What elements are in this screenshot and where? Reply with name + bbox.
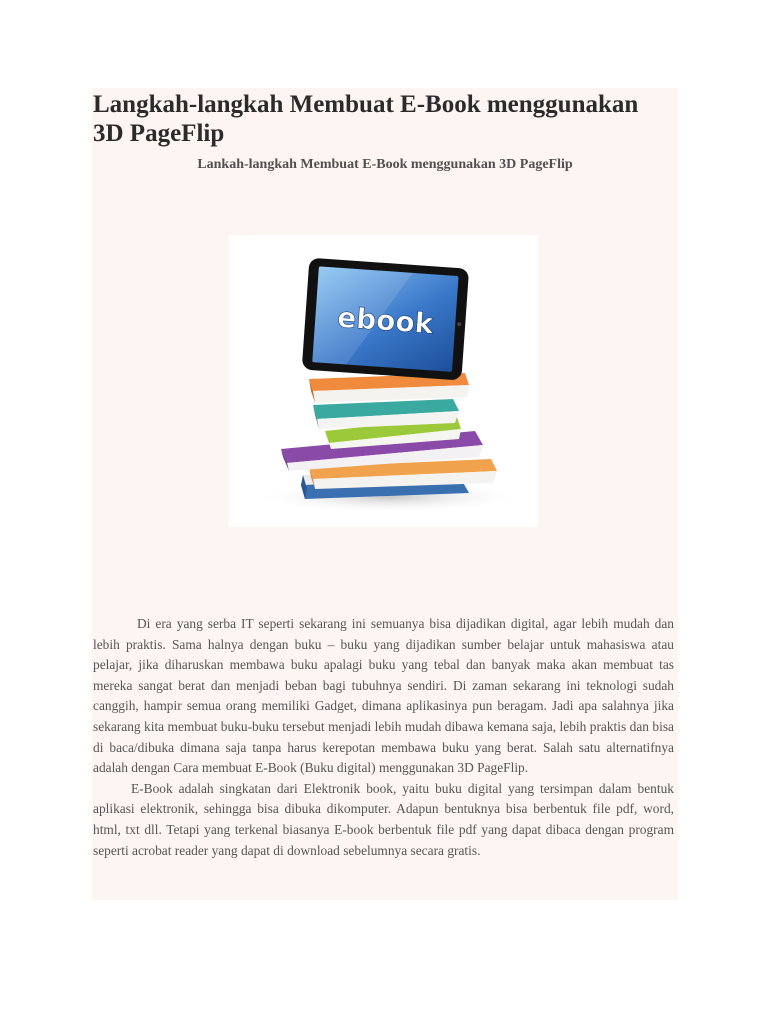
ebook-illustration	[229, 235, 538, 527]
body-text	[93, 614, 674, 861]
tablet-screen-text: ebook	[336, 300, 435, 341]
paragraph: Di era yang serba IT seperti sekarang ini semuanya bisa dijadikan digital, agar lebih mudah dan lebih praktis. Sama halnya dengan buku – buku yang dijadikan sumber belajar untuk mahasiswa atau pelajar, jika diharuskan membawa buku apalagi buku yang tebal dan banyak maka akan membuat tas mereka sangat berat dan menjadi beban bagi tubuhnya sendiri. Di zaman sekarang ini teknologi sudah canggih, hampir semua orang memiliki Gadget, dimana aplikasinya pun beragam. Jadi apa salahnya jika sekarang kita membuat buku-buku tersebut menjadi lebih mudah dibawa kemana saja, lebih praktis dan bisa di baca/dibuka dimana saja tanpa harus kerepotan membawa buku yang berat. Salah satu alternatifnya adalah dengan Cara membuat E-Book (Buku digital) menggunakan 3D PageFlip.	[93, 616, 674, 776]
document-title: Langkah-langkah Membuat E-Book menggunakan 3D PageFlip	[93, 91, 639, 147]
document-subtitle: Lankah-langkah Membuat E-Book menggunakan 3D PageFlip	[197, 157, 573, 172]
tablet-icon	[302, 258, 469, 381]
paragraph: E-Book adalah singkatan dari Elektronik book, yaitu buku digital yang tersimpan dalam bentuk aplikasi elektronik, sehingga bisa dibuka dikomputer. Adapun bentuknya bisa berbentuk file pdf, word, html, txt dll. Tetapi yang terkenal biasanya E-book berbentuk file pdf yang dapat dibaca dengan program seperti acrobat reader yang dapat di download sebelumnya secara gratis.	[93, 780, 674, 858]
